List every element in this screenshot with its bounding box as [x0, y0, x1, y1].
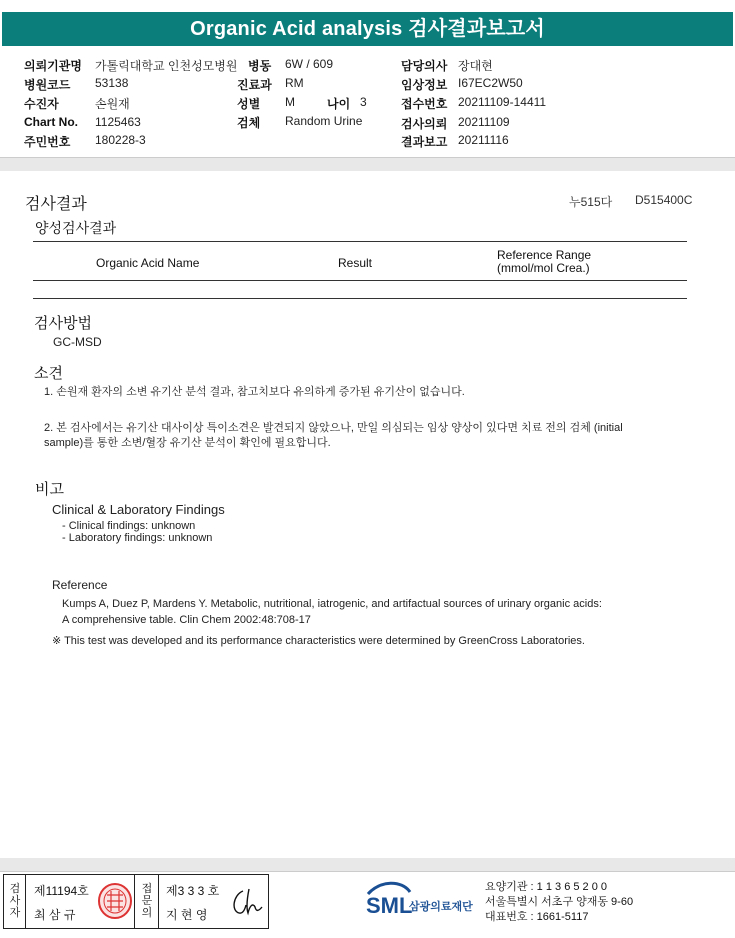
- info-label-ward: 병동: [248, 59, 272, 73]
- approver-label-text: [139, 883, 155, 919]
- sml-logo: [362, 880, 482, 925]
- method-value: GC-MSD: [53, 335, 102, 349]
- clinical-findings-line: - Clinical findings: unknown: [62, 520, 196, 532]
- finding-item-1: 1. 손원재 환자의 소변 유기산 분석 결과, 참고치보다 유의하게 증가된 유기산이 없습니다.: [44, 386, 465, 398]
- examiner-label: [7, 883, 23, 919]
- examiner-label-text: [7, 883, 23, 919]
- info-label-department: 진료과: [237, 78, 272, 92]
- column-header-result: Result: [338, 256, 373, 270]
- clinical-findings-title: Clinical & Laboratory Findings: [52, 502, 225, 517]
- info-value-sex: M: [285, 95, 295, 109]
- positive-results-heading: 양성검사결과: [35, 220, 117, 236]
- examiner-label-cell: [4, 875, 26, 928]
- examiner-license-no: 제11194호: [34, 884, 89, 898]
- info-label-clinical-info: 임상정보: [401, 78, 448, 92]
- info-value-specimen: Random Urine: [285, 114, 363, 128]
- info-value-doctor: 장대현: [458, 59, 493, 73]
- info-label-request-date: 검사의뢰: [401, 117, 448, 131]
- signature-box: [3, 874, 269, 929]
- approver-label-cell: [135, 875, 159, 928]
- vertical-label-char: 접: [141, 883, 153, 895]
- info-label-doctor: 담당의사: [401, 59, 448, 73]
- results-heading: 검사결과: [25, 196, 87, 213]
- vertical-label-char: 사: [9, 895, 21, 907]
- info-value-age: 3: [360, 95, 367, 109]
- disclaimer-note: ※ This test was developed and its performance characteristics were determined by GreenCross Laboratories.: [52, 635, 585, 647]
- results-table-top-rule: [33, 241, 687, 242]
- org-code: 요양기관 : 1 1 3 6 5 2 0 0: [485, 881, 608, 893]
- method-heading: 검사방법: [34, 315, 92, 332]
- footer-divider: [0, 858, 735, 872]
- vertical-label-char: 자: [9, 907, 21, 919]
- info-value-patient: 손원재: [95, 97, 130, 111]
- info-label-resident-no: 주민번호: [24, 135, 71, 149]
- info-value-hospital-code: 53138: [95, 76, 129, 90]
- info-value-ward: 6W / 609: [285, 57, 334, 71]
- info-value-receipt-no: 20211109-14411: [458, 95, 547, 109]
- approver-label: [139, 883, 155, 919]
- sml-logo-icon: [362, 880, 482, 920]
- examiner-name: 최 삼 규: [34, 908, 76, 922]
- results-code-1: 누515다: [569, 195, 613, 209]
- laboratory-findings-line: - Laboratory findings: unknown: [62, 532, 213, 544]
- vertical-label-char: 문: [141, 895, 153, 907]
- patient-info-block: [0, 55, 735, 155]
- header-divider: [0, 157, 735, 171]
- info-label-report-date: 결과보고: [401, 135, 448, 149]
- org-address: 서울특별시 서초구 양재동 9-60: [485, 896, 634, 908]
- vertical-label-char: 검: [9, 883, 21, 895]
- info-label-chart-no: Chart No.: [24, 115, 78, 129]
- org-name: 삼광의료재단: [409, 900, 473, 913]
- results-table-bottom-rule: [33, 298, 687, 299]
- info-label-receipt-no: 접수번호: [401, 97, 448, 111]
- org-phone: 대표번호 : 1661-5117: [485, 911, 589, 923]
- info-label-age: 나이: [327, 97, 351, 111]
- report-title: Organic Acid analysis 검사결과보고서: [2, 12, 733, 46]
- reference-line-2: A comprehensive table. Clin Chem 2002:48:708-17: [62, 614, 311, 626]
- info-value-department: RM: [285, 76, 304, 90]
- reference-range-line-2: (mmol/mol Crea.): [497, 261, 590, 275]
- info-label-hospital-code: 병원코드: [24, 78, 71, 92]
- info-label-patient: 수진자: [24, 97, 59, 111]
- info-label-sex: 성별: [237, 97, 261, 111]
- approver-cell: [159, 875, 269, 928]
- reference-line-1: Kumps A, Duez P, Mardens Y. Metabolic, nutritional, iatrogenic, and artifactual sources of urinary organic acids:: [62, 598, 602, 610]
- examiner-seal-icon: [97, 882, 133, 920]
- reference-range-line-1: Reference Range: [497, 248, 592, 262]
- examiner-cell: [26, 875, 135, 928]
- results-code-2: D515400C: [635, 193, 693, 207]
- approver-signature-icon: [229, 885, 265, 919]
- vertical-label-char: 의: [141, 907, 153, 919]
- logo-text: SML: [366, 893, 413, 918]
- info-label-specimen: 검체: [237, 116, 261, 130]
- finding-item-2-line-1: 2. 본 검사에서는 유기산 대사이상 특이소견은 발견되지 않았으나, 만일 의심되는 임상 양상이 있다면 치료 전의 검체 (initial: [44, 422, 623, 434]
- reference-title: Reference: [52, 578, 108, 592]
- column-header-reference-range: [497, 249, 591, 275]
- results-table-header-rule: [33, 280, 687, 281]
- info-value-resident-no: 180228-3: [95, 133, 146, 147]
- finding-item-2-line-2: sample)를 통한 소변/혈장 유기산 분석이 확인에 필요합니다.: [44, 437, 331, 449]
- findings-heading: 소견: [34, 365, 63, 382]
- approver-license-no: 제3 3 3 호: [166, 884, 220, 898]
- info-value-clinical-info: I67EC2W50: [458, 76, 523, 90]
- info-label-institution: 의뢰기관명: [24, 59, 82, 73]
- info-value-request-date: 20211109: [458, 115, 510, 129]
- info-value-report-date: 20211116: [458, 133, 509, 147]
- approver-name: 지 현 영: [166, 908, 208, 922]
- remarks-heading: 비고: [35, 481, 64, 498]
- column-header-organic-acid: Organic Acid Name: [96, 256, 200, 270]
- org-info: [485, 880, 633, 925]
- info-value-institution: 가톨릭대학교 인천성모병원: [95, 59, 238, 73]
- info-value-chart-no: 1125463: [95, 115, 141, 129]
